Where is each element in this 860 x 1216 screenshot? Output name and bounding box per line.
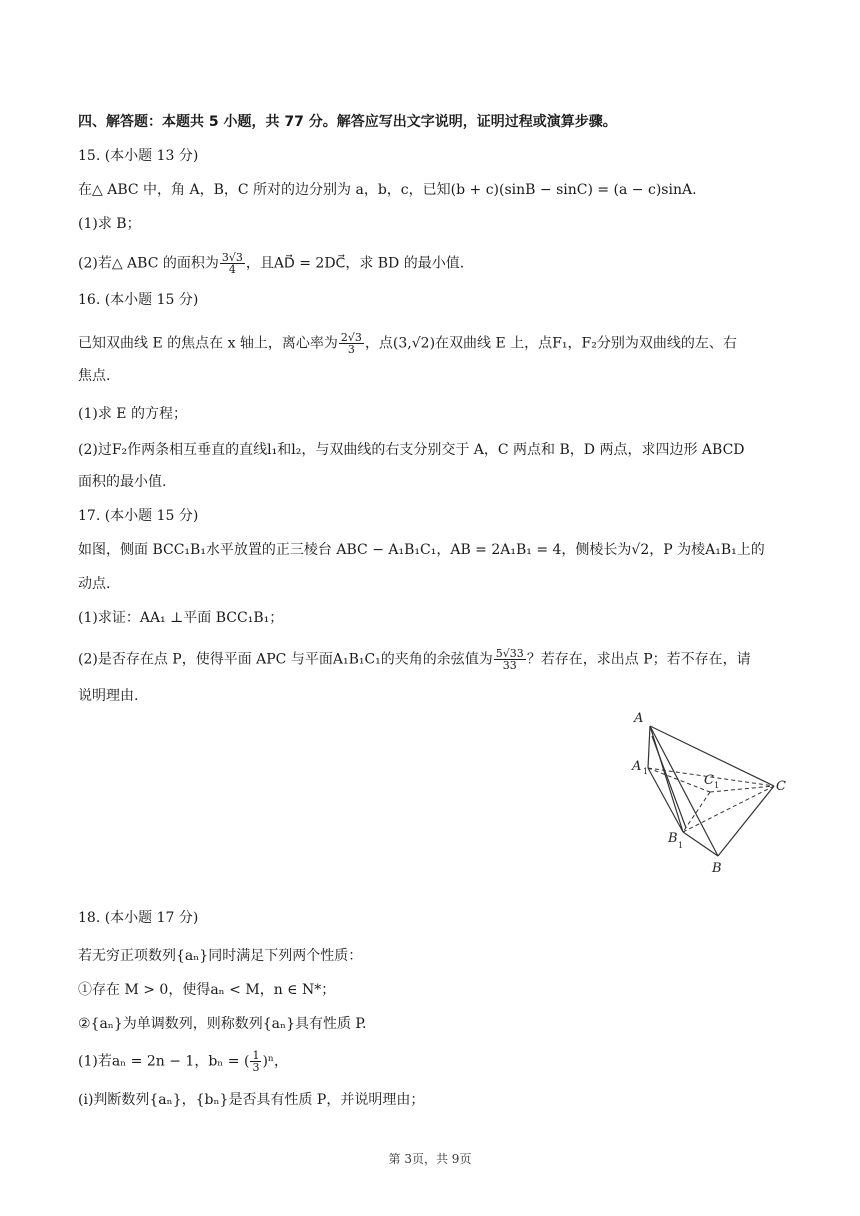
q16-stem-suffix: ，点(3,√2)在双曲线 E 上，点F₁，F₂分别为双曲线的左、右: [364, 335, 737, 352]
q15-frac-den: 4: [228, 263, 236, 276]
q17-frac-den: 33: [502, 659, 517, 672]
q16-part2-line2: 面积的最小值.: [78, 474, 167, 490]
edge-B1B: [683, 832, 718, 856]
q17-part2-line1: [78, 648, 782, 671]
page-footer: 第 3页，共 9页: [388, 1152, 472, 1166]
label-B1: B: [668, 831, 678, 846]
label-A1: A: [632, 759, 642, 774]
edge-B1C: [683, 786, 774, 832]
label-B1-sub: 1: [678, 841, 684, 850]
q15-frac-num: 3√3: [221, 251, 243, 264]
q18-part1-i: (ⅰ)判断数列{aₙ}，{bₙ}是否具有性质 P，并说明理由；: [78, 1092, 425, 1108]
edge-CB: [718, 786, 774, 856]
q15-part2: [78, 252, 782, 275]
q16-frac-den: 3: [347, 343, 355, 356]
q18-base-fraction: [250, 1050, 261, 1073]
q16-part1: (1)求 E 的方程；: [78, 406, 187, 422]
label-C1: C: [704, 773, 714, 788]
edge-A1C1: [648, 768, 710, 792]
q17-cosine-fraction: [494, 648, 526, 671]
q18-part1-prefix: (1)若aₙ = 2n − 1，bₙ = (: [78, 1053, 250, 1070]
frustum-figure: [628, 706, 798, 882]
q17-frac-num: 5√33: [495, 647, 524, 660]
section-heading: 四、解答题：本题共 5 小题，共 77 分。解答应写出文字说明，证明过程或演算步骤。: [78, 114, 617, 130]
q17-part2-prefix: (2)是否存在点 P，使得平面 APC 与平面A₁B₁C₁的夹角的余弦值为: [78, 651, 493, 668]
q16-header: 16. (本小题 15 分): [78, 292, 199, 308]
q16-part2-line1: (2)过F₂作两条相互垂直的直线l₁和l₂，与双曲线的右支分别交于 A，C 两点和 B，D 两点，求四边形 ABCD: [78, 442, 745, 458]
q18-part1: [78, 1050, 782, 1073]
label-B: B: [712, 861, 722, 876]
q18-part1-suffix: )ⁿ，: [262, 1053, 288, 1070]
q15-part1: (1)求 B；: [78, 216, 141, 232]
q17-stem-line2: 动点.: [78, 576, 111, 592]
q17-part1: (1)求证：AA₁ ⊥平面 BCC₁B₁；: [78, 610, 284, 626]
q17-part2-line2: 说明理由.: [78, 688, 139, 704]
q17-part2-suffix: ？若存在，求出点 P；若不存在，请: [526, 651, 751, 668]
label-A: A: [634, 711, 644, 726]
q18-frac-num: 1: [252, 1049, 260, 1062]
q18-condition1: ①存在 M > 0，使得aₙ < M，n ∈ N*；: [78, 982, 336, 998]
label-C1-sub: 1: [714, 781, 720, 790]
q15-area-fraction: [220, 252, 245, 275]
q15-stem: 在△ ABC 中，角 A，B，C 所对的边分别为 a，b，c，已知(b + c)(sinB − sinC) = (a − c)sinA.: [78, 182, 697, 198]
q15-header: 15. (本小题 13 分): [78, 148, 199, 164]
q16-stem: [78, 332, 782, 355]
q15-part2-prefix: (2)若△ ABC 的面积为: [78, 255, 219, 272]
q18-header: 18. (本小题 17 分): [78, 910, 199, 926]
q17-stem-line1: 如图，侧面 BCC₁B₁水平放置的正三棱台 ABC − A₁B₁C₁，AB = 2A₁B₁ = 4，侧棱长为√2，P 为棱A₁B₁上的: [78, 542, 765, 558]
q16-frac-num: 2√3: [340, 331, 362, 344]
q18-frac-den: 3: [252, 1061, 260, 1074]
edge-face: [652, 736, 686, 828]
label-A1-sub: 1: [643, 767, 649, 776]
edge-AA1: [648, 726, 650, 768]
q15-part2-suffix: ，且AD⃗ = 2DC⃗，求 BD 的最小值.: [245, 255, 465, 272]
q16-eccentricity-fraction: [339, 332, 364, 355]
q16-stem-prefix: 已知双曲线 E 的焦点在 x 轴上，离心率为: [78, 335, 338, 352]
label-C: C: [776, 779, 786, 794]
q18-stem: 若无穷正项数列{aₙ}同时满足下列两个性质：: [78, 948, 363, 964]
q16-stem-line2: 焦点.: [78, 368, 111, 384]
q17-header: 17. (本小题 15 分): [78, 508, 199, 524]
q18-condition2: ②{aₙ}为单调数列，则称数列{aₙ}具有性质 P.: [78, 1016, 367, 1032]
